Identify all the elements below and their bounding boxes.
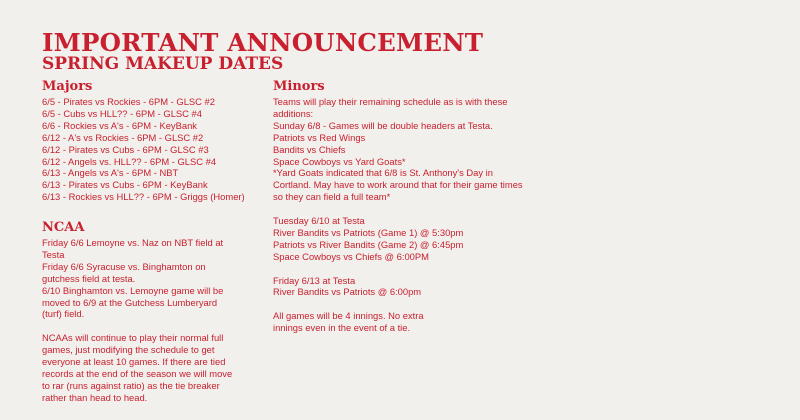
- ncaa-line: moved to 6/9 at the Gutchess Lumberyard: [42, 296, 218, 308]
- majors-line: 6/12 - Pirates vs Cubs - 6PM - GLSC #3: [42, 143, 209, 155]
- minors-line: [273, 298, 523, 310]
- majors-line: 6/13 - Angels vs A's - 6PM - NBT: [42, 167, 179, 179]
- majors-line: 6/12 - A's vs Rockies - 6PM - GLSC #2: [42, 131, 204, 143]
- minors-heading: Minors: [273, 79, 325, 94]
- ncaa-line: rather than head to head.: [42, 391, 148, 403]
- ncaa-line: to rar (runs against ratio) as the tie breaker: [42, 379, 220, 391]
- ncaa-line: games, just modifying the schedule to get: [42, 344, 215, 356]
- minors-line: [273, 263, 523, 275]
- ncaa-line: 6/10 Binghamton vs. Lemoyne game will be: [42, 284, 224, 296]
- minors-line: innings even in the event of a tie.: [273, 322, 411, 334]
- majors-schedule: [42, 96, 245, 203]
- ncaa-line: Testa: [42, 248, 65, 260]
- ncaa-line: gutchess field at testa.: [42, 272, 136, 284]
- minors-line: [273, 203, 523, 215]
- majors-line: 6/12 - Angels vs. HLL?? - 6PM - GLSC #4: [42, 155, 217, 167]
- ncaa-line: everyone at least 10 games. If there are tied: [42, 356, 226, 368]
- minors-line: River Bandits vs Patriots @ 6:00pm: [273, 286, 422, 298]
- ncaa-schedule: [42, 237, 232, 404]
- minors-line: *Yard Goats indicated that 6/8 is St. Anthony's Day in: [273, 167, 493, 179]
- minors-line: Patriots vs River Bandits (Game 2) @ 6:45pm: [273, 238, 464, 250]
- ncaa-line: NCAAs will continue to play their normal full: [42, 332, 224, 344]
- majors-line: 6/5 - Cubs vs HLL?? - 6PM - GLSC #4: [42, 107, 202, 119]
- ncaa-line: [42, 320, 232, 332]
- ncaa-line: records at the end of the season we will move: [42, 367, 233, 379]
- minors-line: Friday 6/13 at Testa: [273, 274, 356, 286]
- minors-line: additions:: [273, 107, 314, 119]
- majors-line: 6/13 - Rockies vs HLL?? - 6PM - Griggs (Homer): [42, 191, 245, 203]
- minors-line: Tuesday 6/10 at Testa: [273, 215, 365, 227]
- majors-line: 6/5 - Pirates vs Rockies - 6PM - GLSC #2: [42, 96, 215, 107]
- minors-line: so they can field a full team*: [273, 191, 391, 203]
- minors-line: River Bandits vs Patriots (Game 1) @ 5:30pm: [273, 226, 464, 238]
- majors-line: 6/13 - Pirates vs Cubs - 6PM - KeyBank: [42, 179, 208, 191]
- announcement-title: IMPORTANT ANNOUNCEMENT: [42, 28, 484, 57]
- ncaa-line: Friday 6/6 Syracuse vs. Binghamton on: [42, 260, 206, 272]
- minors-line: All games will be 4 innings. No extra: [273, 310, 424, 322]
- minors-line: Space Cowboys vs Yard Goats*: [273, 155, 406, 167]
- minors-line: Sunday 6/8 - Games will be double headers at Testa.: [273, 119, 493, 131]
- ncaa-line: Friday 6/6 Lemoyne vs. Naz on NBT field at: [42, 237, 224, 248]
- majors-line: 6/6 - Rockies vs A's - 6PM - KeyBank: [42, 119, 197, 131]
- minors-line: Space Cowboys vs Chiefs @ 6:00PM: [273, 250, 429, 262]
- ncaa-heading: NCAA: [42, 220, 85, 235]
- ncaa-line: (turf) field.: [42, 308, 85, 320]
- minors-line: Teams will play their remaining schedule as is with these: [273, 96, 508, 107]
- majors-heading: Majors: [42, 79, 93, 94]
- minors-line: Cortland. May have to work around that for their game times: [273, 179, 523, 191]
- minors-line: Bandits vs Chiefs: [273, 143, 346, 155]
- announcement-subtitle: SPRING MAKEUP DATES: [42, 54, 284, 74]
- minors-schedule: [273, 96, 523, 334]
- minors-line: Patriots vs Red Wings: [273, 131, 366, 143]
